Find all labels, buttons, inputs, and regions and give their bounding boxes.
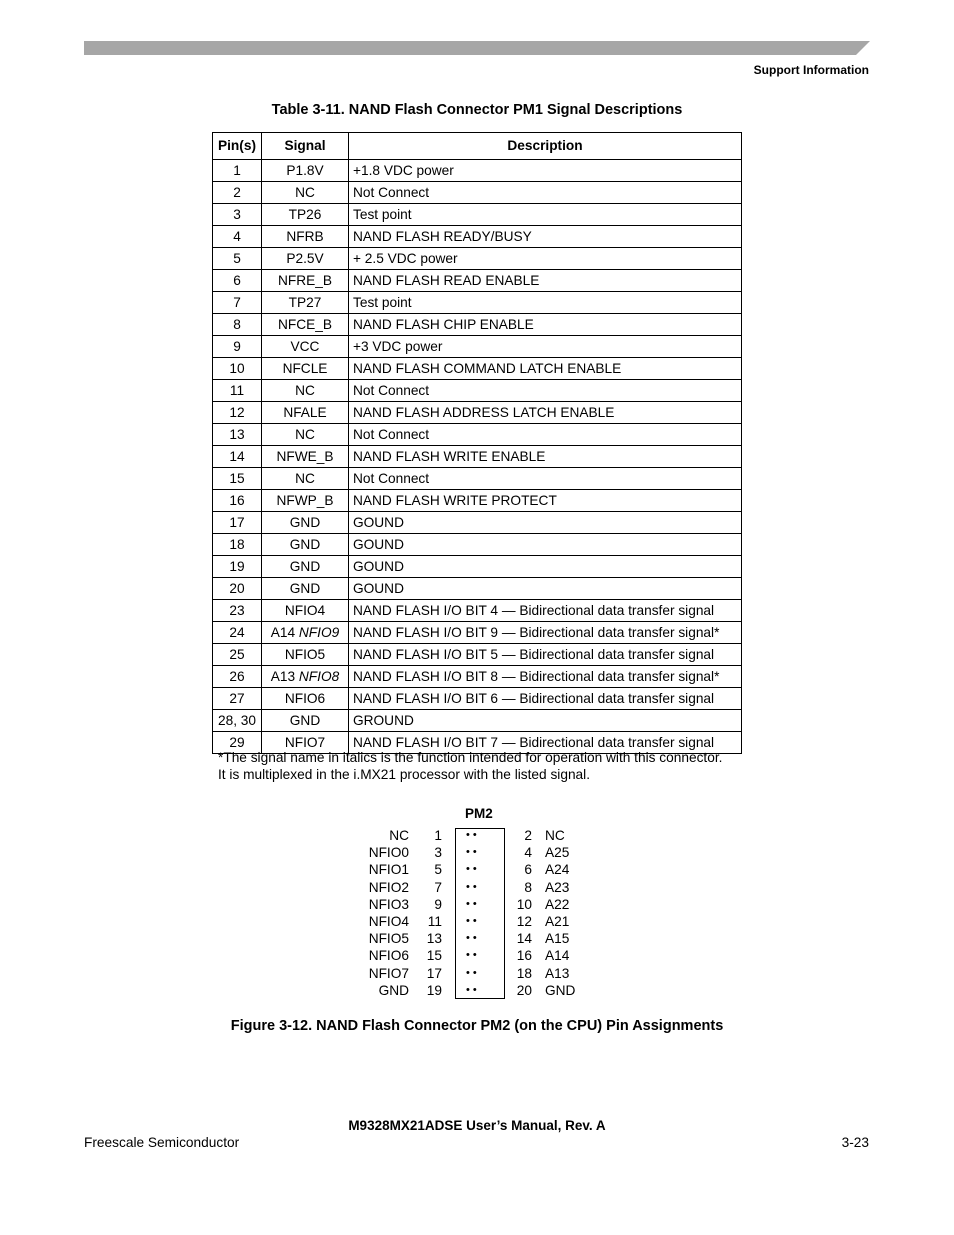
description-cell: GOUND — [349, 534, 742, 556]
description-cell: GROUND — [349, 710, 742, 732]
pin-cell: 28, 30 — [213, 710, 262, 732]
signal-name: GND — [289, 558, 321, 574]
description-cell: NAND FLASH COMMAND LATCH ENABLE — [349, 358, 742, 380]
pin-pair-dots: • • — [466, 983, 477, 996]
table-row — [213, 182, 742, 204]
signal-name: NFWE_B — [276, 448, 334, 464]
description-cell: Test point — [349, 292, 742, 314]
table-row — [213, 226, 742, 248]
signal-name: NFIO6 — [284, 690, 326, 706]
signal-name: TP27 — [288, 294, 322, 310]
left-signal-label: GND — [378, 982, 409, 998]
left-pin-number: 7 — [434, 879, 442, 895]
signal-name: NFIO7 — [284, 734, 326, 750]
right-signal-label: NC — [545, 828, 565, 843]
signal-name: TP26 — [288, 206, 322, 222]
pin-pair-dots: • • — [466, 915, 477, 927]
footnote-line: It is multiplexed in the i.MX21 processor with the listed signal. — [218, 767, 591, 782]
signal-cell — [262, 688, 349, 710]
column-header-description: Description — [349, 133, 742, 160]
right-signal-label: A14 — [545, 948, 570, 964]
alternate-signal-name: NFIO8 — [298, 668, 340, 684]
pin-cell: 13 — [213, 424, 262, 446]
right-signal-label: A13 — [545, 965, 570, 981]
left-signal-label: NFIO0 — [368, 845, 409, 861]
signal-cell — [262, 512, 349, 534]
table-row — [213, 556, 742, 578]
table-row — [213, 710, 742, 732]
description-cell: Test point — [349, 204, 742, 226]
signal-cell — [262, 710, 349, 732]
left-pin-number: 5 — [434, 862, 442, 878]
signal-name: GND — [289, 536, 321, 552]
table-row — [213, 666, 742, 688]
table-row — [213, 446, 742, 468]
pin-cell: 16 — [213, 490, 262, 512]
signal-name: NC — [295, 470, 315, 486]
signal-name: P2.5V — [286, 250, 324, 266]
pin-cell: 24 — [213, 622, 262, 644]
pin-cell: 12 — [213, 402, 262, 424]
pin-pair-dots: • • — [466, 932, 477, 945]
table-row — [213, 292, 742, 314]
right-signal-label: A15 — [545, 931, 570, 947]
description-cell: NAND FLASH I/O BIT 9 — Bidirectional data transfer signal* — [349, 622, 742, 644]
right-pin-number: 18 — [516, 965, 532, 981]
pin-cell: 11 — [213, 380, 262, 402]
connector-label: PM2 — [465, 806, 493, 821]
table-footnote — [218, 749, 722, 783]
right-signal-label: A24 — [545, 862, 570, 878]
description-cell: +3 VDC power — [349, 336, 742, 358]
table-row — [213, 622, 742, 644]
left-signal-label: NFIO7 — [368, 965, 409, 981]
right-pin-number: 10 — [516, 896, 532, 912]
header-bar — [0, 0, 954, 60]
left-pin-number: 9 — [434, 896, 442, 912]
document-title: M9328MX21ADSE User’s Manual, Rev. A — [348, 1118, 606, 1133]
pin-cell: 20 — [213, 578, 262, 600]
right-signal-label: GND — [545, 982, 576, 998]
signal-cell — [262, 160, 349, 182]
description-cell: NAND FLASH I/O BIT 4 — Bidirectional data transfer signal — [349, 600, 742, 622]
signal-cell — [262, 666, 349, 688]
signal-cell — [262, 314, 349, 336]
left-signal-label: NFIO6 — [368, 948, 409, 964]
signal-name: NFIO4 — [284, 602, 326, 618]
left-signal-label: NC — [389, 828, 409, 843]
pin-pair-dots: • • — [466, 949, 477, 962]
signal-cell — [262, 622, 349, 644]
description-cell: NAND FLASH I/O BIT 7 — Bidirectional data transfer signal — [349, 732, 742, 754]
right-signal-label: A22 — [545, 896, 570, 912]
pin-pair-dots: • • — [466, 966, 477, 979]
right-signal-label: A25 — [545, 845, 570, 861]
description-cell: GOUND — [349, 578, 742, 600]
description-cell: NAND FLASH CHIP ENABLE — [349, 314, 742, 336]
description-cell: NAND FLASH ADDRESS LATCH ENABLE — [349, 402, 742, 424]
pin-cell: 2 — [213, 182, 262, 204]
signal-name: NC — [295, 426, 315, 442]
signal-name: GND — [289, 712, 321, 728]
left-pin-number: 3 — [434, 845, 442, 861]
left-signal-label: NFIO5 — [368, 931, 409, 947]
right-pin-number: 4 — [524, 845, 532, 861]
description-cell: Not Connect — [349, 182, 742, 204]
signal-table — [212, 132, 742, 754]
section-label: Support Information — [753, 63, 869, 77]
table-row — [213, 204, 742, 226]
signal-name: GND — [289, 580, 321, 596]
signal-name: NFRB — [286, 228, 324, 244]
right-pin-number: 2 — [524, 828, 532, 843]
signal-name: NFCLE — [282, 360, 328, 376]
pin-cell: 3 — [213, 204, 262, 226]
table-row — [213, 336, 742, 358]
pin-cell: 29 — [213, 732, 262, 754]
pin-cell: 19 — [213, 556, 262, 578]
signal-cell — [262, 226, 349, 248]
pin-cell: 26 — [213, 666, 262, 688]
left-signal-label: NFIO3 — [368, 896, 409, 912]
pin-cell: 8 — [213, 314, 262, 336]
signal-cell — [262, 424, 349, 446]
pin-cell: 7 — [213, 292, 262, 314]
pin-cell: 14 — [213, 446, 262, 468]
description-cell: NAND FLASH READ ENABLE — [349, 270, 742, 292]
signal-cell — [262, 490, 349, 512]
table-row — [213, 270, 742, 292]
description-cell: GOUND — [349, 512, 742, 534]
description-cell: NAND FLASH I/O BIT 5 — Bidirectional data transfer signal — [349, 644, 742, 666]
alternate-signal-name: NFIO9 — [298, 624, 340, 640]
pin-cell: 18 — [213, 534, 262, 556]
right-pin-number: 14 — [516, 931, 532, 947]
table-row — [213, 314, 742, 336]
signal-cell — [262, 600, 349, 622]
signal-cell — [262, 336, 349, 358]
signal-cell — [262, 292, 349, 314]
page-number: 3-23 — [841, 1135, 869, 1150]
right-pin-number: 8 — [524, 879, 532, 895]
signal-cell — [262, 248, 349, 270]
table-title: Table 3-11. NAND Flash Connector PM1 Signal Descriptions — [271, 102, 683, 118]
signal-name: NC — [295, 382, 315, 398]
pin-pair-dots: • • — [466, 880, 477, 893]
pin-pair-dots: • • — [466, 897, 477, 910]
pin-cell: 9 — [213, 336, 262, 358]
table-row — [213, 468, 742, 490]
left-signal-label: NFIO1 — [368, 862, 409, 878]
signal-cell — [262, 380, 349, 402]
signal-name: A13 — [270, 668, 296, 684]
column-header-pins: Pin(s) — [213, 133, 262, 160]
figure-caption: Figure 3-12. NAND Flash Connector PM2 (on the CPU) Pin Assignments — [230, 1018, 724, 1034]
signal-cell — [262, 534, 349, 556]
table-row — [213, 644, 742, 666]
signal-name: NFALE — [283, 404, 327, 420]
signal-name: NFIO5 — [284, 646, 326, 662]
publisher: Freescale Semiconductor — [84, 1135, 240, 1150]
signal-name: VCC — [290, 338, 320, 354]
table-row — [213, 534, 742, 556]
table-row — [213, 358, 742, 380]
signal-cell — [262, 358, 349, 380]
pin-cell: 10 — [213, 358, 262, 380]
table-row — [213, 512, 742, 534]
footnote-line: *The signal name in italics is the function intended for operation with this connector. — [218, 750, 723, 765]
signal-cell — [262, 204, 349, 226]
table-row — [213, 424, 742, 446]
signal-cell — [262, 446, 349, 468]
pin-pair-dots: • • — [466, 846, 477, 859]
description-cell: Not Connect — [349, 424, 742, 446]
signal-name: NFCE_B — [277, 316, 332, 332]
column-header-signal: Signal — [262, 133, 349, 160]
signal-cell — [262, 556, 349, 578]
table-row — [213, 688, 742, 710]
description-cell: Not Connect — [349, 468, 742, 490]
table-row — [213, 160, 742, 182]
pin-cell: 27 — [213, 688, 262, 710]
description-cell: +1.8 VDC power — [349, 160, 742, 182]
pin-pair-dots: • • — [466, 863, 477, 876]
left-pin-number: 19 — [426, 982, 442, 998]
pin-cell: 1 — [213, 160, 262, 182]
signal-cell — [262, 578, 349, 600]
pin-cell: 23 — [213, 600, 262, 622]
right-pin-number: 20 — [516, 982, 532, 998]
right-pin-number: 6 — [524, 862, 532, 878]
table-row — [213, 600, 742, 622]
signal-cell — [262, 468, 349, 490]
left-pin-number: 11 — [427, 914, 442, 929]
pin-cell: 4 — [213, 226, 262, 248]
description-cell: NAND FLASH WRITE PROTECT — [349, 490, 742, 512]
description-cell: GOUND — [349, 556, 742, 578]
left-pin-number: 1 — [434, 828, 442, 843]
right-signal-label: A23 — [545, 879, 570, 895]
signal-name: NFWP_B — [276, 492, 334, 508]
description-cell: NAND FLASH I/O BIT 6 — Bidirectional data transfer signal — [349, 688, 742, 710]
description-cell: NAND FLASH I/O BIT 8 — Bidirectional data transfer signal* — [349, 666, 742, 688]
signal-name: P1.8V — [286, 162, 324, 178]
table-row — [213, 490, 742, 512]
signal-name: A14 — [270, 624, 296, 640]
signal-cell — [262, 270, 349, 292]
table-header-row — [213, 133, 742, 160]
table-row — [213, 248, 742, 270]
right-pin-number: 12 — [516, 914, 532, 929]
description-cell: Not Connect — [349, 380, 742, 402]
description-cell: + 2.5 VDC power — [349, 248, 742, 270]
signal-cell — [262, 644, 349, 666]
pin-cell: 15 — [213, 468, 262, 490]
table-row — [213, 402, 742, 424]
pin-cell: 5 — [213, 248, 262, 270]
signal-name: NFRE_B — [277, 272, 332, 288]
description-cell: NAND FLASH WRITE ENABLE — [349, 446, 742, 468]
table-row — [213, 380, 742, 402]
pin-cell: 6 — [213, 270, 262, 292]
left-pin-number: 13 — [426, 931, 442, 947]
left-pin-number: 17 — [426, 965, 442, 981]
right-pin-number: 16 — [516, 948, 532, 964]
signal-cell — [262, 182, 349, 204]
pin-pair-dots: • • — [466, 829, 477, 841]
left-pin-number: 15 — [426, 948, 442, 964]
signal-name: GND — [289, 514, 321, 530]
left-signal-label: NFIO4 — [368, 914, 409, 929]
right-signal-label: A21 — [545, 914, 570, 929]
pin-cell: 17 — [213, 512, 262, 534]
signal-cell — [262, 402, 349, 424]
pin-cell: 25 — [213, 644, 262, 666]
signal-name: NC — [295, 184, 315, 200]
left-signal-label: NFIO2 — [368, 879, 409, 895]
description-cell: NAND FLASH READY/BUSY — [349, 226, 742, 248]
table-row — [213, 578, 742, 600]
